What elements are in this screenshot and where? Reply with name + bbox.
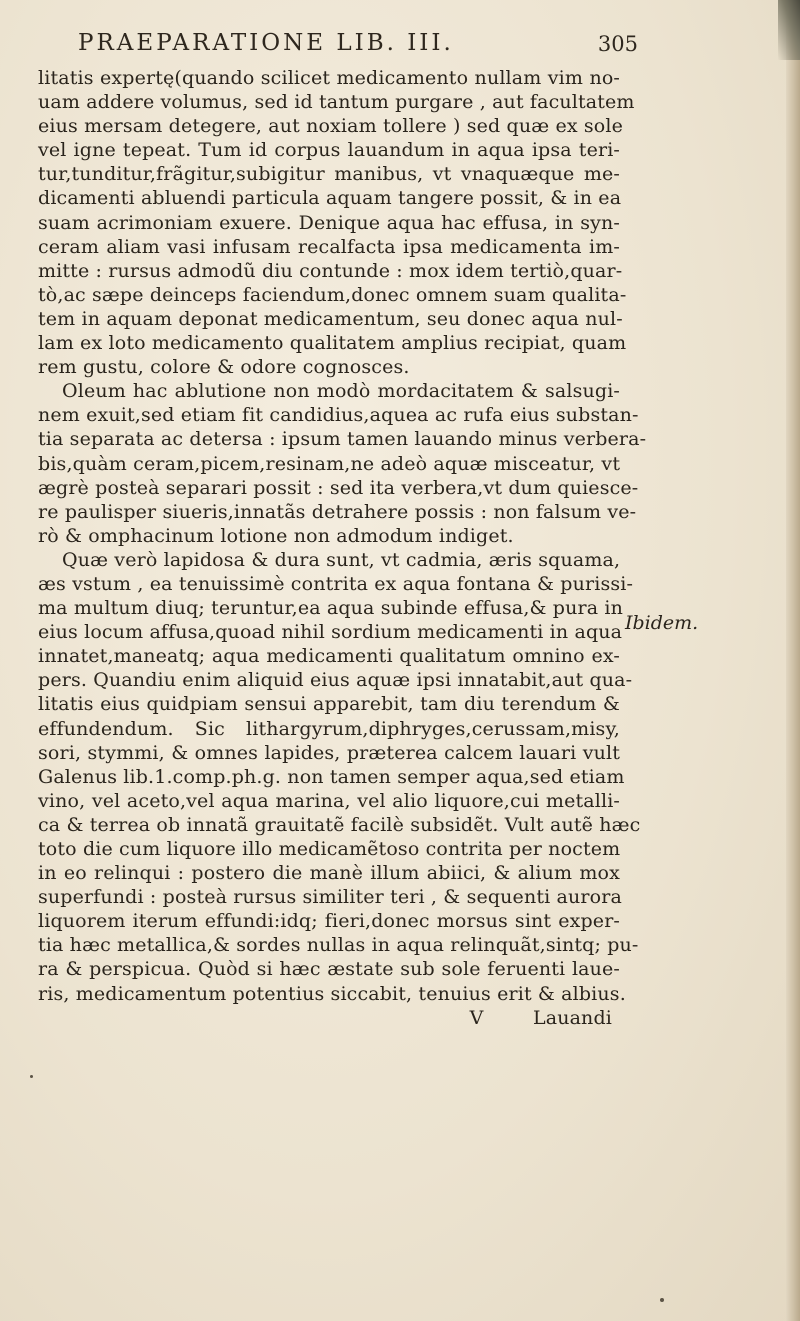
text-line: pers. Quandiu enim aliquid eius aquæ ipsi innatabit,aut qua- [38,669,633,692]
ink-speck [660,1298,664,1302]
margin-note: Ibidem. [625,612,699,634]
text-line: litatis expertę(quando scilicet medicamento nullam vim no- [38,67,620,89]
text-line: tur,tunditur,frãgitur,subigitur manibus, vt vnaquæque me- [38,163,620,186]
text-line: æs vstum , ea tenuissimè contrita ex aqua fontana & purissi- [38,572,634,595]
text-line: liquorem iterum effundi:idq; fieri,donec morsus sint exper- [38,910,620,933]
corner-shadow [778,0,800,60]
text-line: Quæ verò lapidosa & dura sunt, vt cadmia, æris squama, [62,548,621,571]
page-header [78,30,638,66]
text-line: ca & terrea ob innatã grauitatẽ facilè subsidẽt. Vult autẽ hæc [38,813,641,836]
text-line: ris, medicamentum potentius siccabit, tenuius erit & albius. [38,982,626,1005]
text-line: bis,quàm ceram,picem,resinam,ne adeò aquæ misceatur, vt [38,452,621,475]
text-line: Oleum hac ablutione non modò mordacitatem & salsugi- [62,380,620,403]
text-line: rò & omphacinum lotione non admodum indiget. [38,524,514,547]
running-head: PRAEPARATIONE LIB. III. [78,30,454,56]
text-line: rem gustu, colore & odore cognosces. [38,356,410,379]
signature-and-catchword: V Lauandi [469,1006,612,1029]
text-line: ægrè posteà separari possit : sed ita verbera,vt dum quiesce- [38,476,639,499]
page-number: 305 [597,32,638,56]
text-line: tia hæc metallica,& sordes nullas in aqua relinquãt,sintq; pu- [38,934,639,957]
body-text [38,66,647,1030]
text-line: sori, stymmi, & omnes lapides, præterea calcem lauari vult [38,741,620,764]
text-line: nem exuit,sed etiam fit candidius,aquea ac rufa eius substan- [38,404,639,427]
text-line: toto die cum liquore illo medicamẽtoso contrita per noctem [38,838,621,860]
text-line: in eo relinqui : postero die manè illum abiici, & alium mox [38,862,620,885]
text-line: tem in aquam deponat medicamentum, seu donec aqua nul- [38,307,623,330]
text-line: vel igne tepeat. Tum id corpus lauandum in aqua ipsa teri- [38,139,620,162]
text-line: eius locum affusa,quoad nihil sordium medicamenti in aqua [38,621,623,644]
text-line: suam acrimoniam exuere. Denique aqua hac effusa, in syn- [38,211,620,234]
page-edge [786,0,800,1321]
text-line: effundendum. Sic lithargyrum,diphryges,cerussam,misy, [38,717,620,740]
ink-speck [30,1075,33,1078]
text-line: ceram aliam vasi infusam recalfacta ipsa medicamenta im- [38,235,620,258]
text-line: superfundi : posteà rursus similiter teri , & sequenti aurora [38,886,622,909]
text-line: litatis eius quidpiam sensui apparebit, tam diu terendum & [38,693,620,716]
text-line: uam addere volumus, sed id tantum purgare , aut facultatem [38,91,635,114]
text-line: ra & perspicua. Quòd si hæc æstate sub sole feruenti laue- [38,958,620,981]
text-line: innatet,maneatq; aqua medicamenti qualitatum omnino ex- [38,645,620,668]
text-line: tia separata ac detersa : ipsum tamen lauando minus verbera- [38,428,647,451]
text-line: vino, vel aceto,vel aqua marina, vel alio liquore,cui metalli- [38,789,620,812]
text-line: tò,ac sæpe deinceps faciendum,donec omnem suam qualita- [38,283,627,306]
text-line: Galenus lib.1.comp.ph.g. non tamen semper aqua,sed etiam [38,765,625,788]
text-line: re paulisper siueris,innatãs detrahere possis : non falsum ve- [38,500,637,523]
text-line: dicamenti abluendi particula aquam tangere possit, & in ea [38,187,622,210]
text-line: eius mersam detegere, aut noxiam tollere ) sed quæ ex sole [38,115,624,138]
text-line: mitte : rursus admodũ diu contunde : mox idem tertiò,quar- [38,259,623,282]
text-line: ma multum diuq; teruntur,ea aqua subinde effusa,& pura in [38,597,624,620]
text-line: lam ex loto medicamento qualitatem amplius recipiat, quam [38,332,627,355]
